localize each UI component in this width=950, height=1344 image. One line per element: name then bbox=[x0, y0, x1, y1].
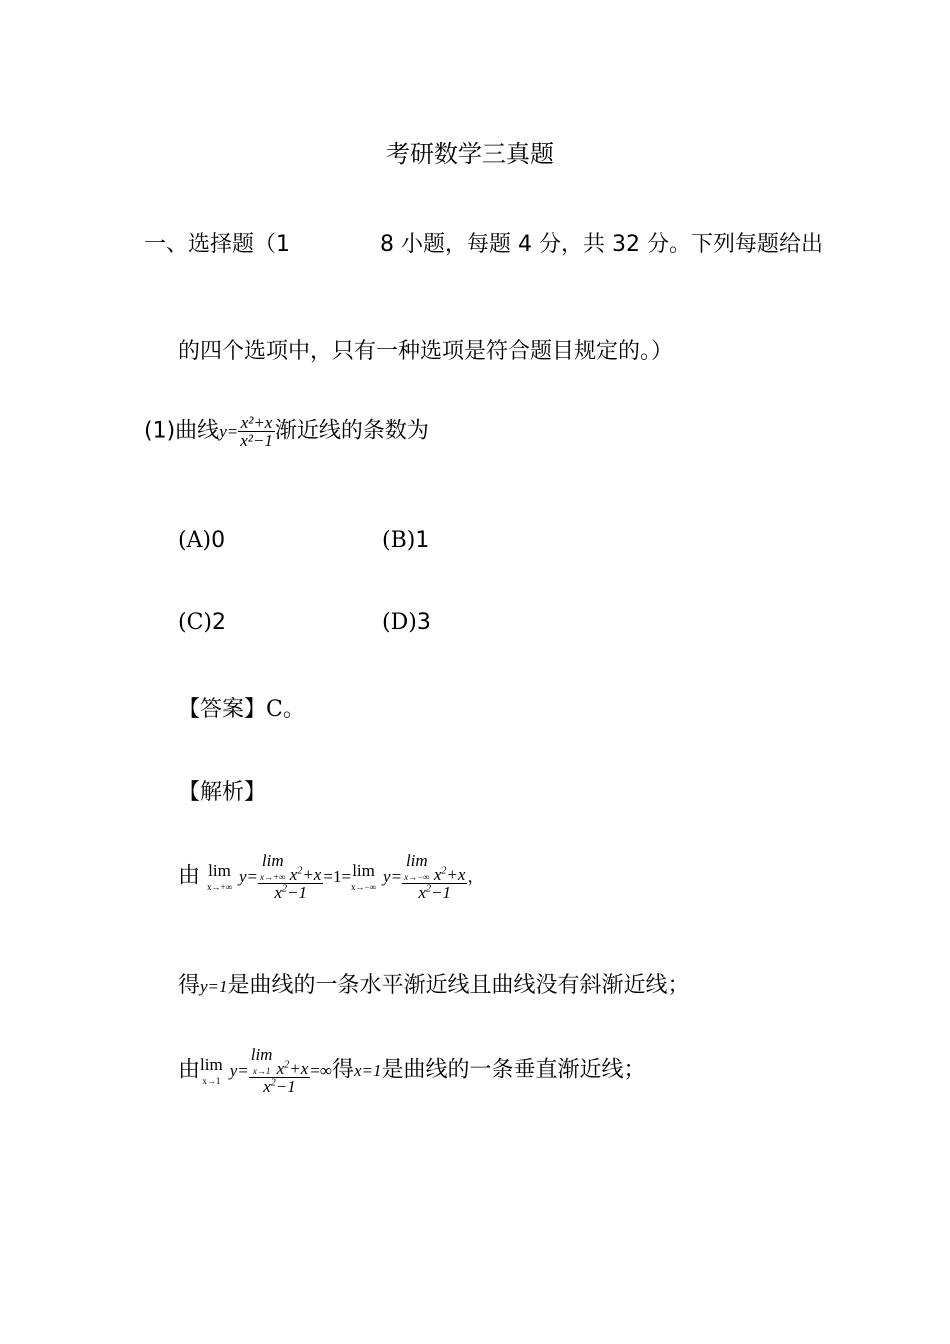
step3-text: 是曲线的一条垂直渐近线； bbox=[381, 1057, 646, 1083]
option-c-value: 2 bbox=[212, 610, 226, 635]
step3-math: x=1 bbox=[354, 1061, 382, 1080]
step2-prefix: 得 bbox=[178, 973, 201, 998]
step3-middle: 得 bbox=[332, 1057, 355, 1083]
option-a-value: 0 bbox=[211, 528, 226, 553]
answer-line bbox=[178, 692, 305, 723]
answer-label: 【答案】 bbox=[178, 697, 267, 722]
limit-plus-inf-1: lim x→+∞ bbox=[207, 860, 233, 892]
fraction-numerator: x²+x bbox=[238, 414, 275, 432]
question-number: (1) bbox=[144, 418, 176, 444]
section-heading-line1 bbox=[144, 227, 290, 258]
y-equals: y= bbox=[219, 422, 239, 441]
limit-x-to-1: lim x→1 bbox=[200, 1054, 223, 1086]
option-d-label: (D) bbox=[382, 610, 417, 635]
option-a[interactable] bbox=[178, 528, 225, 553]
option-d-value: 3 bbox=[416, 610, 431, 635]
analysis-step-1: 由 lim x→+∞ y= lim x→+∞ $x^2+x$ $x^2-1$ =1= lim x→−∞ y= lim x→−∞ $x^2+x$ $x^2-1$ ， bbox=[178, 851, 485, 902]
step1-suffix: ， bbox=[467, 867, 485, 886]
option-c[interactable] bbox=[178, 610, 226, 635]
limit-minus-inf: lim x→−∞ bbox=[351, 860, 377, 892]
option-b-value: 1 bbox=[415, 528, 430, 553]
question-fraction bbox=[238, 414, 275, 449]
step1-middle: =1= bbox=[323, 867, 352, 886]
question-1 bbox=[144, 414, 429, 449]
step1-prefix: 由 bbox=[178, 863, 201, 889]
section-heading-line1-b bbox=[380, 227, 823, 258]
step1-fraction-2: lim x→−∞ $x^2+x$ $x^2-1$ bbox=[404, 851, 466, 902]
option-c-label: (C) bbox=[178, 610, 212, 635]
question-text-after: 渐近线的条数为 bbox=[274, 418, 429, 444]
option-b-label: (B) bbox=[382, 528, 416, 553]
section-heading-part1: 一、选择题（1 bbox=[144, 232, 290, 257]
step3-result: =∞ bbox=[310, 1061, 332, 1080]
step1-fraction-1: lim x→+∞ $x^2+x$ $x^2-1$ bbox=[260, 851, 322, 902]
option-a-label: (A) bbox=[178, 528, 212, 553]
analysis-label: 【解析】 bbox=[178, 780, 267, 805]
document-title: 考研数学三真题 bbox=[386, 140, 554, 168]
analysis-step-2 bbox=[178, 968, 690, 999]
option-b[interactable] bbox=[382, 528, 429, 553]
step2-text: 是曲线的一条水平渐近线且曲线没有斜渐近线； bbox=[227, 973, 690, 998]
fraction-denominator: x²−1 bbox=[240, 431, 273, 450]
option-d[interactable] bbox=[382, 610, 431, 635]
section-heading-part2: 8 小题，每题 4 分，共 32 分。下列每题给出 bbox=[380, 232, 823, 257]
step3-prefix: 由 bbox=[178, 1057, 201, 1083]
question-text-before: 曲线 bbox=[175, 418, 220, 444]
step3-fraction: lim x→1 $x^2+x$ $x^2-1$ bbox=[250, 1045, 309, 1096]
step2-math: y=1 bbox=[200, 977, 228, 996]
answer-value: C。 bbox=[266, 697, 305, 722]
section-heading-line2: 的四个选项中，只有一种选项是符合题目规定的。） bbox=[178, 339, 674, 364]
analysis-step-3: 由 lim x→1 y= lim x→1 $x^2+x$ $x^2-1$ =∞得x=1是曲线的一条垂直渐近线； bbox=[178, 1045, 646, 1096]
